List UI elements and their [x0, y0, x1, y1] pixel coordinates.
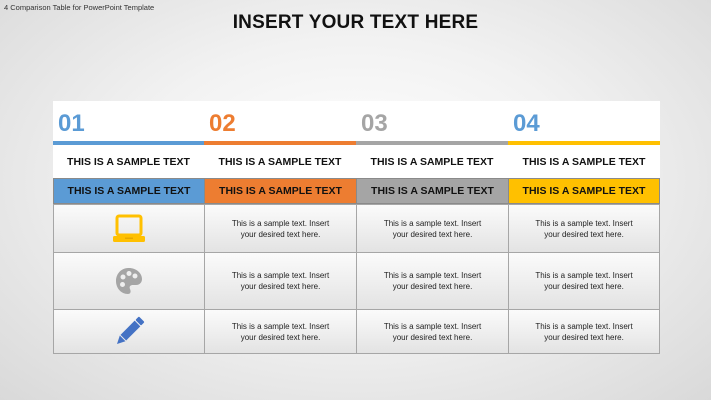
cell-text: This is a sample text. Insert your desired text here. [535, 218, 633, 239]
column-number: 03 [361, 110, 388, 137]
cell-text: This is a sample text. Insert your desired text here. [383, 271, 482, 291]
cell-text: This is a sample text. Insert your desired text here. [231, 321, 330, 342]
table-cell [508, 252, 660, 310]
table-cell [204, 204, 357, 253]
column-label: THIS IS A SAMPLE TEXT [53, 178, 205, 204]
cell-text: This is a sample text. Insert your desired text here. [231, 271, 330, 291]
pencil-icon [110, 313, 148, 351]
laptop-icon [112, 214, 146, 244]
table-cell [508, 309, 660, 354]
column-heading: THIS IS A SAMPLE TEXT [522, 155, 646, 168]
column-number-cell [508, 101, 660, 145]
column-number: 02 [209, 110, 236, 137]
column-heading: THIS IS A SAMPLE TEXT [370, 155, 494, 168]
table-cell [204, 252, 357, 310]
column-number: 04 [513, 110, 540, 137]
row-icon-cell [53, 309, 205, 354]
table-row [53, 204, 660, 253]
column-label: THIS IS A SAMPLE TEXT [204, 178, 357, 204]
comparison-table [53, 101, 660, 354]
row-icon-cell [53, 204, 205, 253]
column-number: 01 [58, 110, 85, 137]
cell-text: This is a sample text. Insert your desired text here. [383, 321, 482, 342]
column-number-cell [356, 101, 508, 145]
palette-icon [114, 266, 144, 296]
column-heading: THIS IS A SAMPLE TEXT [67, 155, 190, 168]
table-row [53, 309, 660, 354]
column-number-cell [53, 101, 204, 145]
label-row [53, 178, 660, 204]
number-row [53, 101, 660, 145]
cell-text: This is a sample text. Insert your desired text here. [535, 271, 633, 291]
column-label: THIS IS A SAMPLE TEXT [356, 178, 509, 204]
table-cell [508, 204, 660, 253]
column-number-cell [204, 101, 356, 145]
slide-title: INSERT YOUR TEXT HERE [232, 12, 479, 33]
corner-label: 4 Comparison Table for PowerPoint Template [4, 3, 155, 12]
cell-text: This is a sample text. Insert your desired text here. [535, 321, 633, 342]
table-cell [356, 252, 509, 310]
column-heading: THIS IS A SAMPLE TEXT [218, 155, 342, 168]
table-row [53, 252, 660, 310]
table-cell [356, 204, 509, 253]
heading-row [53, 145, 660, 178]
cell-text: This is a sample text. Insert your desired text here. [231, 218, 330, 239]
table-cell [204, 309, 357, 354]
cell-text: This is a sample text. Insert your desired text here. [383, 218, 482, 239]
row-icon-cell [53, 252, 205, 310]
table-cell [356, 309, 509, 354]
column-label: THIS IS A SAMPLE TEXT [508, 178, 660, 204]
